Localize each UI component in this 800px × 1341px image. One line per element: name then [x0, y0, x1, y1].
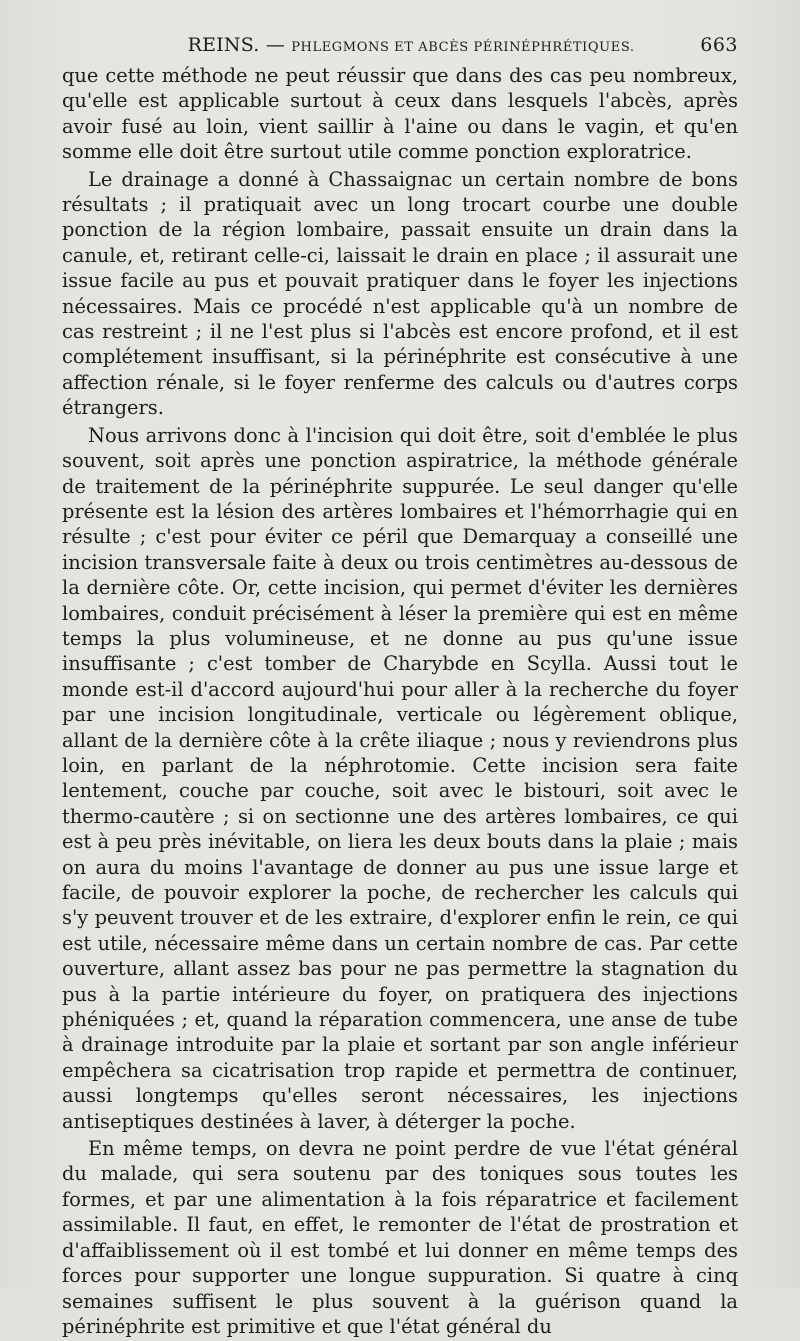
body-text [62, 63, 738, 1341]
running-title-separator: — [265, 34, 285, 56]
running-header [62, 34, 738, 60]
paragraph: En même temps, on devra ne point perdre de vue l'état général du malade, qui sera soutenu par des toniques sous toutes les formes, et par une alimentation à la fois réparatrice et facilement assimilable. Il faut, en effet, le remonter de l'état de prostration et d'affaiblissement où il est tombé et lui donner en même temps des forces pour supporter une longue suppuration. Si quatre à cinq semaines suffisent le plus souvent à la guérison quand la périnéphrite est primitive et que l'état général du [62, 1137, 738, 1338]
paragraph: que cette méthode ne peut réussir que dans des cas peu nombreux, qu'elle est applicable surtout à ceux dans lesquels l'abcès, après avoir fusé au loin, vient saillir à l'aine ou dans le vagin, et qu'en somme elle doit être surtout utile comme ponction exploratrice. [62, 64, 738, 164]
paragraph: Nous arrivons donc à l'incision qui doit être, soit d'emblée le plus souvent, soit après une ponction aspiratrice, la méthode générale de traitement de la périnéphrite suppurée. Le seul danger qu'elle présente est la lésion des artères lombaires et l'hémorrhagie qui en résulte ; c'est pour éviter ce péril que Demarquay a conseillé une incision transversale faite à deux ou trois centimètres au-dessous de la dernière côte. Or, cette incision, qui permet d'éviter les dernières lombaires, conduit précisément à léser la première qui est en même temps la plus volumineuse, et ne donne au pus qu'une issue insuffisante ; c'est tomber de Charybde en Scylla. Aussi tout le monde est-il d'accord aujourd'hui pour aller à la recherche du foyer par une incision longitudinale, verticale ou légèrement oblique, allant de la dernière côte à la crête iliaque ; nous y reviendrons plus loin, en parlant de la néphrotomie. Cette incision sera faite lentement, couche par couche, soit avec le bistouri, soit avec le thermo-cautère ; si on sectionne une des artères lombaires, ce qui est à peu près inévitable, on liera les deux bouts dans la plaie ; mais on aura du moins l'avantage de donner au pus une issue large et facile, de pouvoir explorer la poche, de rechercher les calculs qui s'y peuvent trouver et de les extraire, d'explorer enfin le rein, ce qui est utile, nécessaire même dans un certain nombre de cas. Par cette ouverture, allant assez bas pour ne pas permettre la stagnation du pus à la partie intérieure du foyer, on pratiquera des injections phéniquées ; et, quand la réparation commencera, une anse de tube à drainage introduite par la plaie et sortant par son angle inférieur empêchera sa cicatrisation trop rapide et permettra de continuer, aussi longtemps qu'elles seront nécessaires, les injections antiseptiques destinées à laver, à déterger la poche. [62, 423, 738, 1133]
running-title-sub: PHLEGMONS ET ABCÈS PÉRINÉPHRÉTIQUES. [291, 40, 635, 55]
running-title-main: REINS. [187, 34, 260, 56]
page-number: 663 [700, 34, 738, 56]
running-title [62, 34, 700, 56]
paragraph: Le drainage a donné à Chassaignac un certain nombre de bons résultats ; il pratiquait avec un long trocart courbe une double ponction de la région lombaire, passait ensuite un drain dans la canule, et, retirant celle-ci, laissait le drain en place ; il assurait une issue facile au pus et pouvait pratiquer dans le foyer les injections nécessaires. Mais ce procédé n'est applicable qu'à un nombre de cas restreint ; il ne l'est plus si l'abcès est encore profond, et il est complétement insuffisant, si la périnéphrite est consécutive à une affection rénale, si le foyer renferme des calculs ou d'autres corps étrangers. [62, 167, 738, 420]
